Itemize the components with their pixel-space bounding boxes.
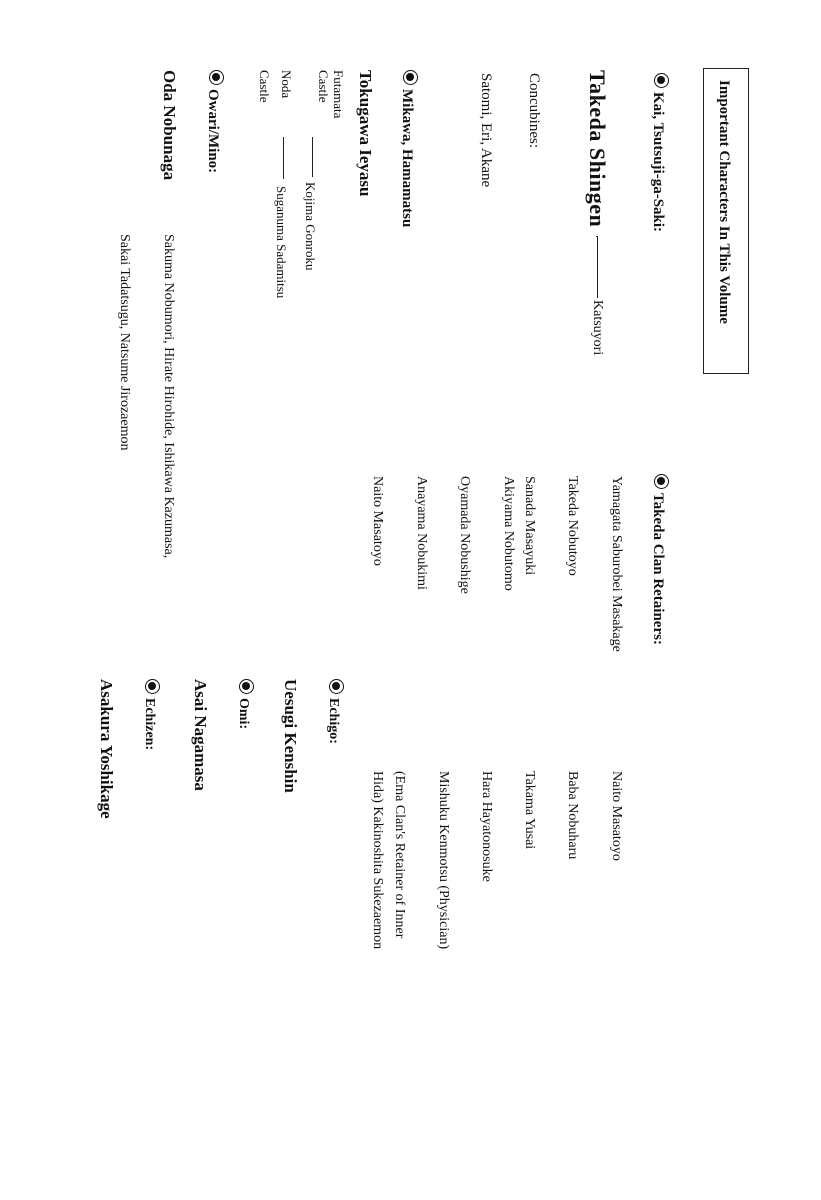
castle1-connector — [312, 137, 313, 177]
castle1-label-line1: Futamata — [331, 70, 346, 119]
bullet-icon — [654, 474, 669, 489]
kai-heir: Katsuyori — [590, 300, 605, 356]
castle2-keeper: Suganuma Sadamitsu — [274, 186, 289, 299]
retainer-left-1: Yamagata Saburobei Masakage — [609, 476, 624, 652]
bullet-icon — [403, 70, 418, 85]
bullet-icon — [209, 70, 224, 85]
echizen-heading-text: Echizen: — [142, 698, 157, 751]
retainer-right-1: Naito Masatoyo — [609, 771, 624, 861]
owari-retainers-line2: Sakai Tadatsugu, Natsume Jirozaemon — [117, 234, 132, 451]
bullet-icon — [654, 73, 669, 88]
castle1-label-line2: Castle — [316, 70, 331, 103]
concubines-names: Satomi, Eri, Akane — [478, 73, 494, 188]
omi-heading — [236, 679, 254, 729]
bullet-icon — [145, 679, 160, 694]
omi-heading-text: Omi: — [236, 698, 251, 730]
retainer-right-6: (Ema Clan's Retainer of Inner — [392, 771, 407, 939]
echigo-heading-text: Echigo: — [326, 698, 341, 744]
kai-lord: Takeda Shingen — [585, 70, 610, 228]
echigo-lord: Uesugi Kenshin — [281, 679, 300, 793]
castle2-connector — [283, 137, 284, 179]
retainers-heading — [650, 474, 669, 645]
retainer-right-4: Hara Hayatonosuke — [479, 771, 494, 882]
kai-heir-connector — [597, 236, 598, 298]
page-title: Important Characters In This Volume — [716, 80, 732, 324]
retainer-left-2: Takeda Nobutoyo — [565, 476, 580, 576]
retainer-left-5: Oyamada Nobushige — [457, 476, 472, 594]
bullet-icon — [329, 679, 344, 694]
owari-heading-text: Owari/Mino: — [205, 89, 221, 174]
omi-lord: Asai Nagamasa — [191, 679, 210, 791]
retainer-right-3: Takama Yusai — [522, 771, 537, 850]
owari-retainers-line1: Sakuma Nobumori, Hirate Hirohide, Ishikawa Kazumasa, — [161, 234, 176, 559]
owari-heading — [205, 70, 224, 173]
kai-heading — [650, 73, 669, 232]
mikawa-heading — [399, 70, 418, 227]
castle2-label-line2: Castle — [257, 70, 272, 103]
bullet-icon — [239, 679, 254, 694]
echizen-heading — [142, 679, 160, 750]
mikawa-lord: Tokugawa Ieyasu — [356, 70, 375, 197]
retainer-left-6: Anayama Nobukimi — [414, 476, 429, 590]
castle1-keeper: Kojima Gonroku — [303, 182, 318, 271]
concubines-label: Concubines: — [526, 73, 542, 148]
retainer-left-3: Sanada Masayuki — [522, 476, 537, 576]
kai-heading-text: Kai, Tsutsuji-ga-Saki: — [650, 92, 666, 233]
retainer-right-7: Hida) Kakinoshita Sukezaemon — [370, 771, 385, 950]
echizen-lord: Asakura Yoshikage — [97, 679, 116, 819]
retainers-heading-text: Takeda Clan Retainers: — [650, 493, 666, 645]
retainer-left-7: Naito Masatoyo — [370, 476, 385, 566]
owari-lord: Oda Nobunaga — [160, 70, 179, 181]
mikawa-heading-text: Mikawa, Hamamatsu — [399, 89, 415, 228]
retainer-right-5: Mishuku Kenmotsu (Physician) — [436, 771, 451, 950]
retainer-right-2: Baba Nobuharu — [565, 771, 580, 860]
echigo-heading — [326, 679, 344, 744]
retainer-left-4: Akiyama Nobutomo — [501, 476, 516, 591]
castle2-label-line1: Noda — [279, 70, 294, 99]
